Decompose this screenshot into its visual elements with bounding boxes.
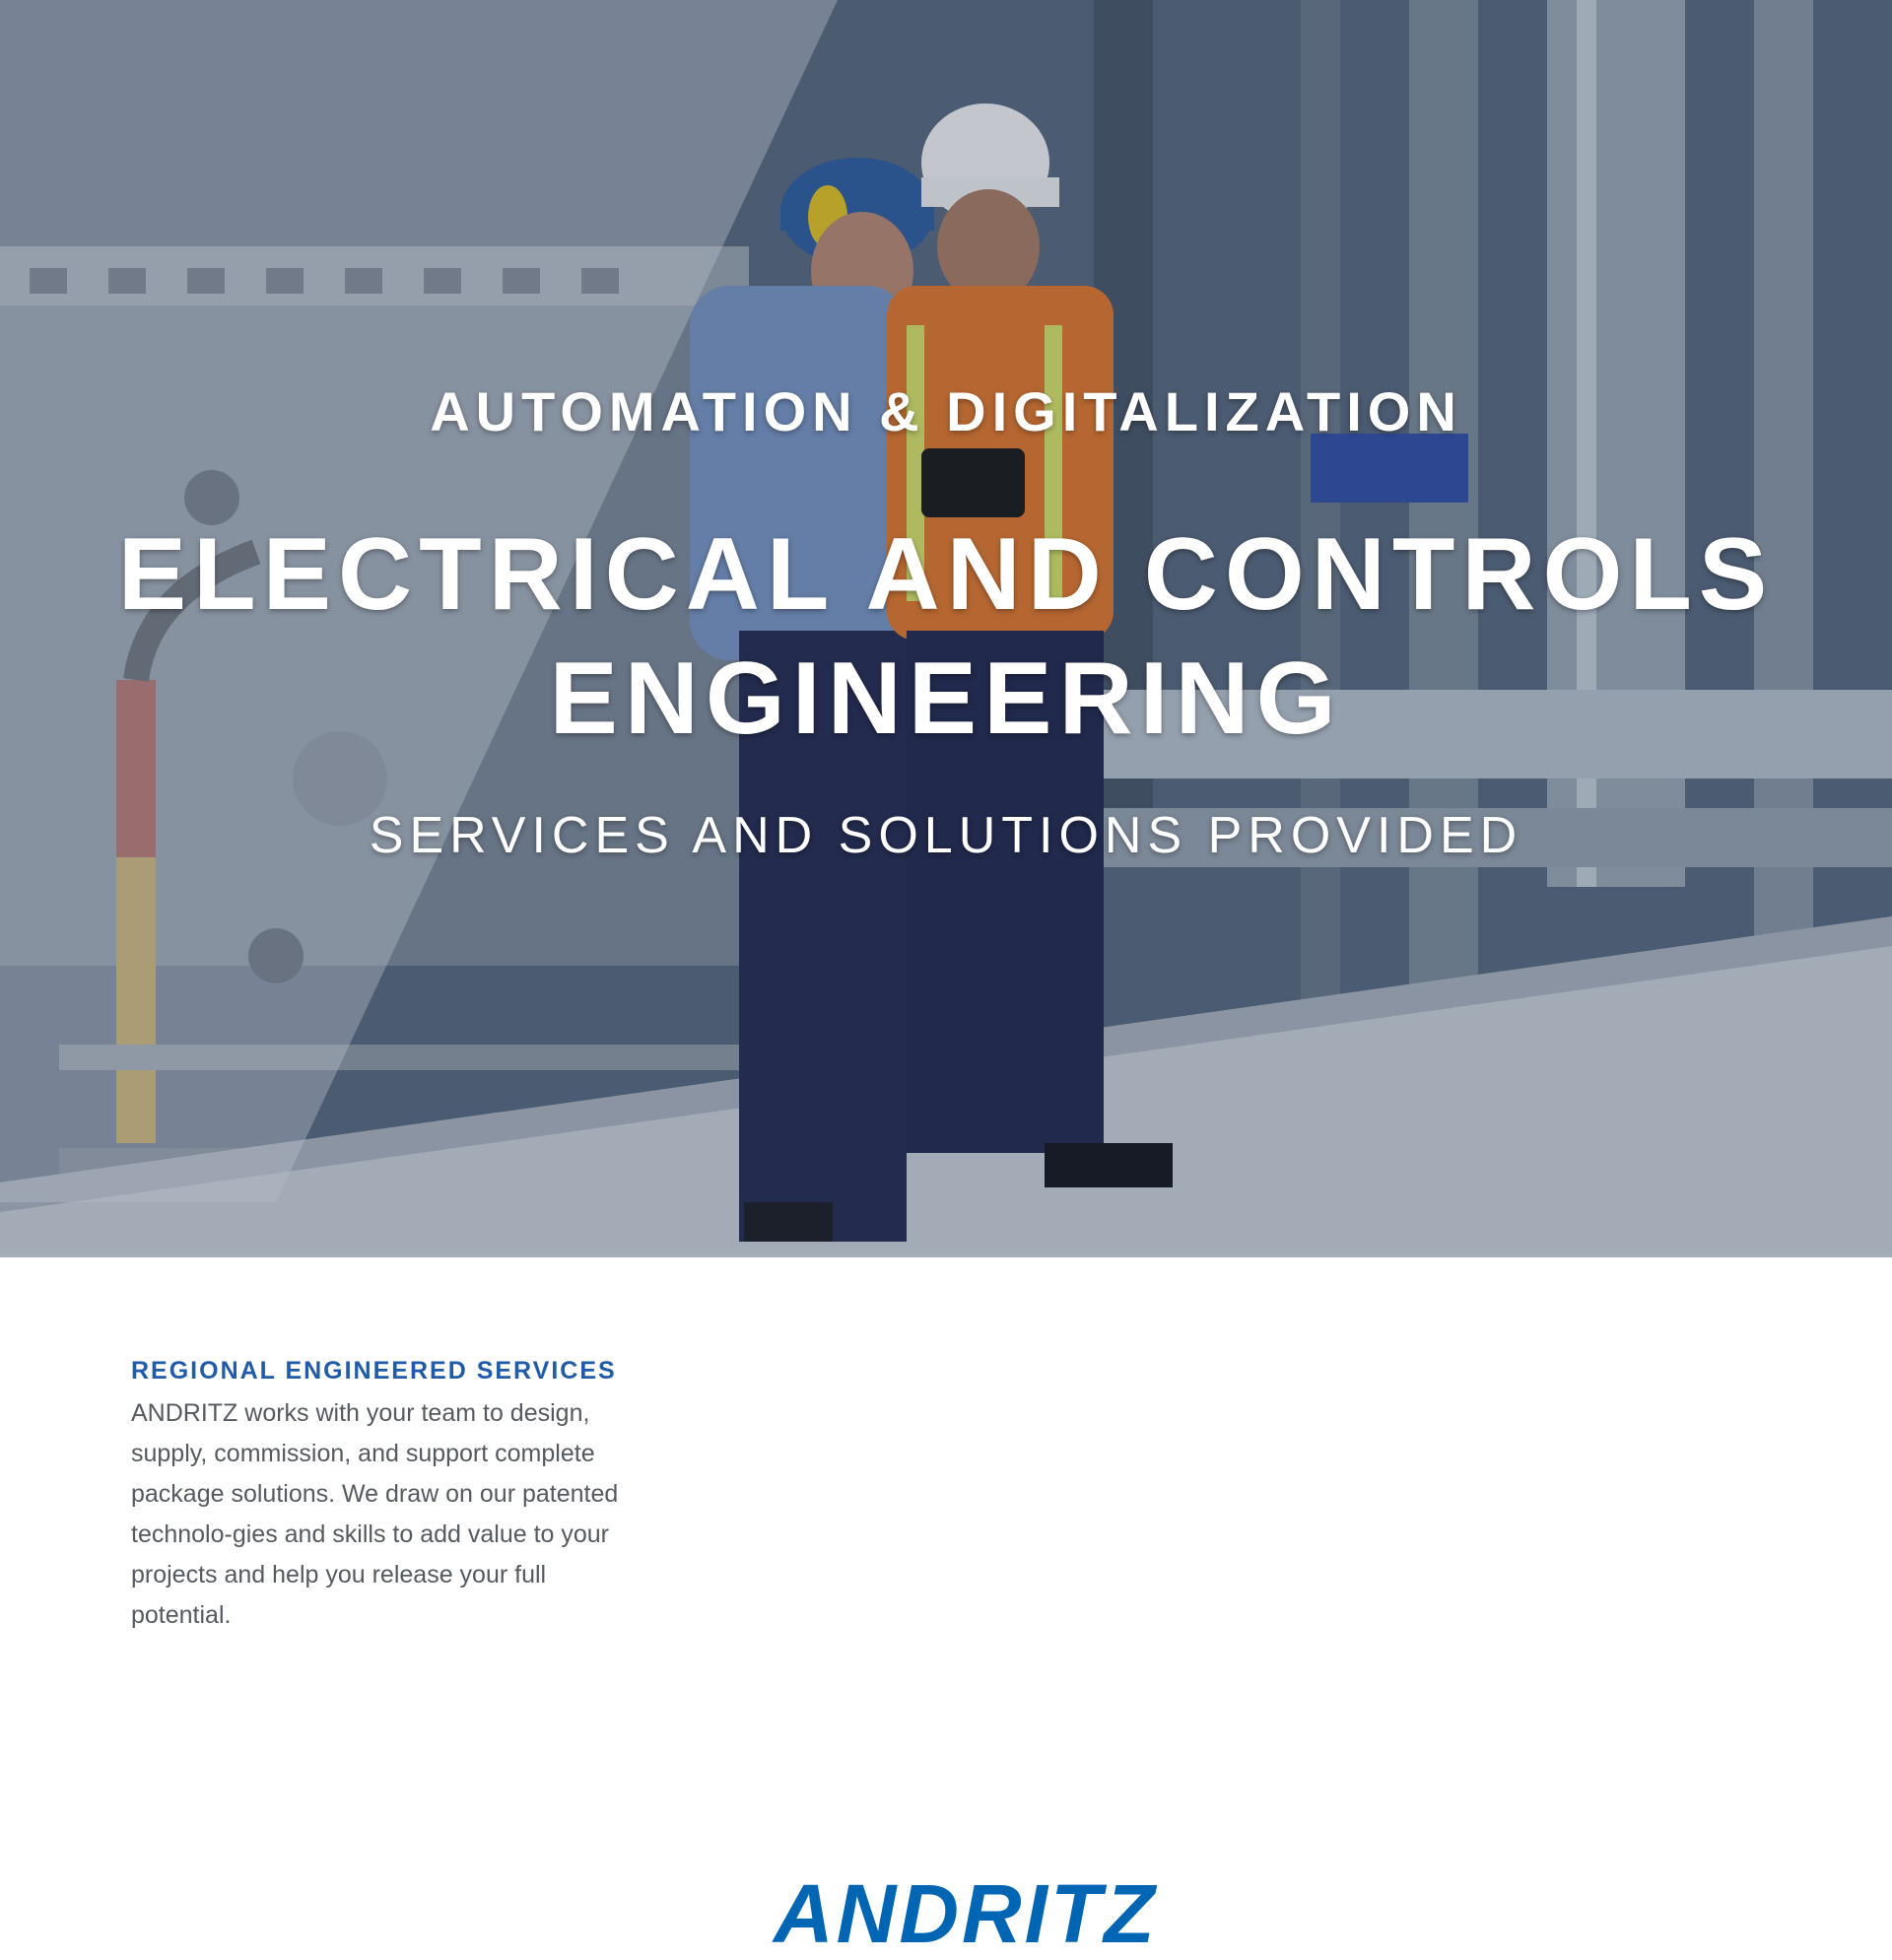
page-title: ELECTRICAL AND CONTROLS ENGINEERING [117,517,1775,756]
category-label: AUTOMATION & DIGITALIZATION [430,380,1462,442]
page-subtitle: SERVICES AND SOLUTIONS PROVIDED [369,807,1523,864]
section-heading: REGIONAL ENGINEERED SERVICES [131,1357,617,1385]
andritz-logo: ANDRITZ [774,1867,1158,1960]
section-paragraph: ANDRITZ works with your team to design, supply, commission, and support complete package solutions. We draw on our patented technolo-gies and skills to add value to your projects and help you release your full potential. [131,1399,619,1629]
